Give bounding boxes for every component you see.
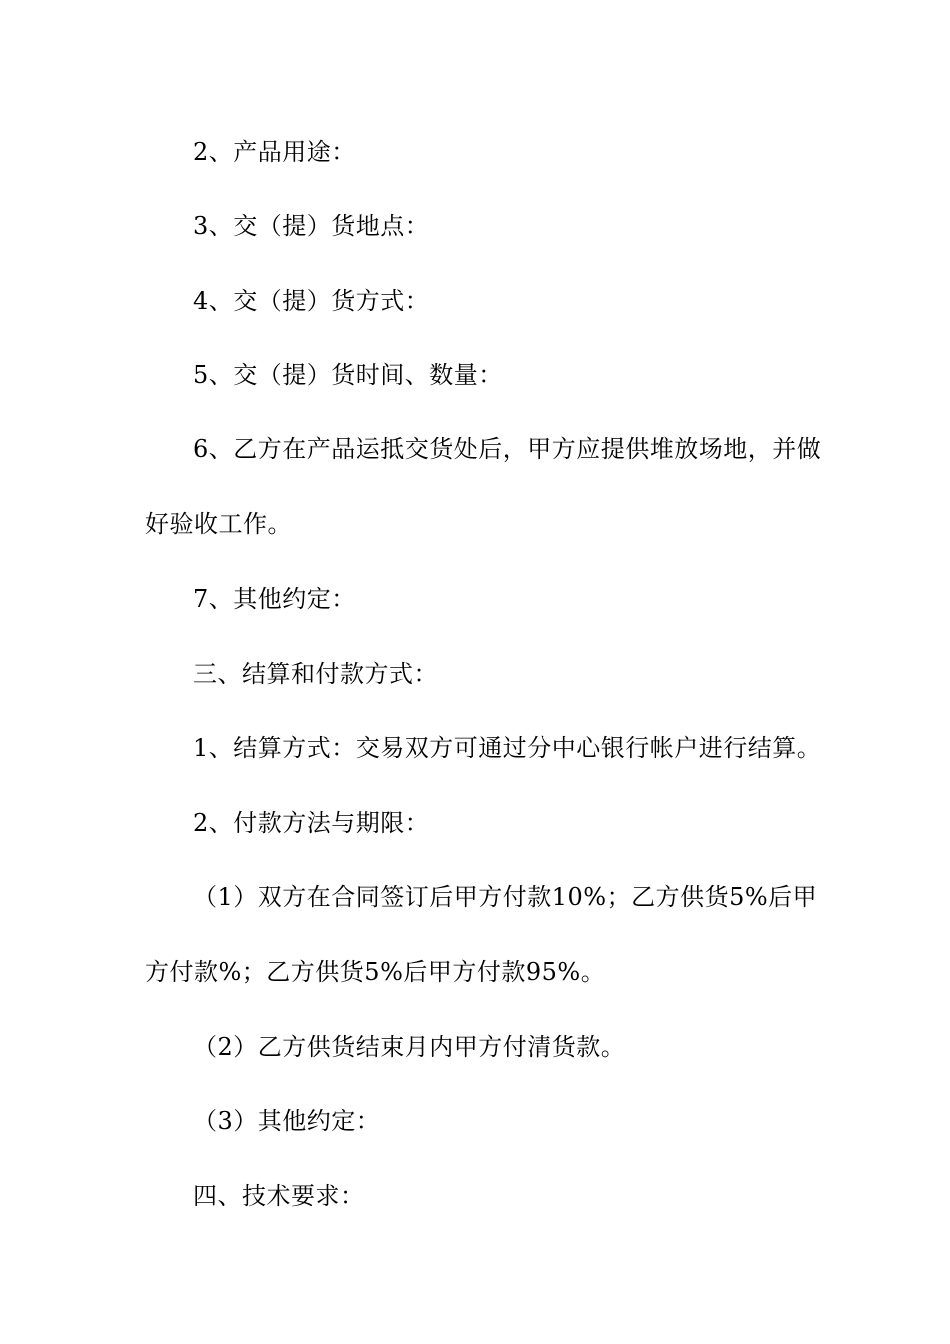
item-storage-acceptance-continued: 好验收工作。 bbox=[145, 510, 292, 538]
subitem-payment-1-continued: 方付款%；乙方供货5%后甲方付款95%。 bbox=[145, 958, 606, 986]
item-storage-acceptance: 6、乙方在产品运抵交货处后，甲方应提供堆放场地，并做 bbox=[193, 435, 822, 463]
item-delivery-location: 3、交（提）货地点： bbox=[193, 212, 430, 240]
item-payment-terms: 2、付款方法与期限： bbox=[193, 809, 430, 837]
subitem-payment-2: （2）乙方供货结束月内甲方付清货款。 bbox=[193, 1033, 626, 1061]
item-delivery-method: 4、交（提）货方式： bbox=[193, 287, 430, 315]
section-heading-technical-requirements: 四、技术要求： bbox=[193, 1182, 365, 1210]
item-delivery-time-quantity: 5、交（提）货时间、数量： bbox=[193, 361, 503, 389]
item-other-agreements: 7、其他约定： bbox=[193, 585, 356, 613]
subitem-payment-3: （3）其他约定： bbox=[193, 1107, 381, 1135]
section-heading-settlement-payment: 三、结算和付款方式： bbox=[193, 660, 438, 688]
subitem-payment-1: （1）双方在合同签订后甲方付款10%；乙方供货5%后甲 bbox=[193, 883, 818, 911]
item-product-use: 2、产品用途： bbox=[193, 138, 356, 166]
item-settlement-method: 1、结算方式：交易双方可通过分中心银行帐户进行结算。 bbox=[193, 734, 822, 762]
